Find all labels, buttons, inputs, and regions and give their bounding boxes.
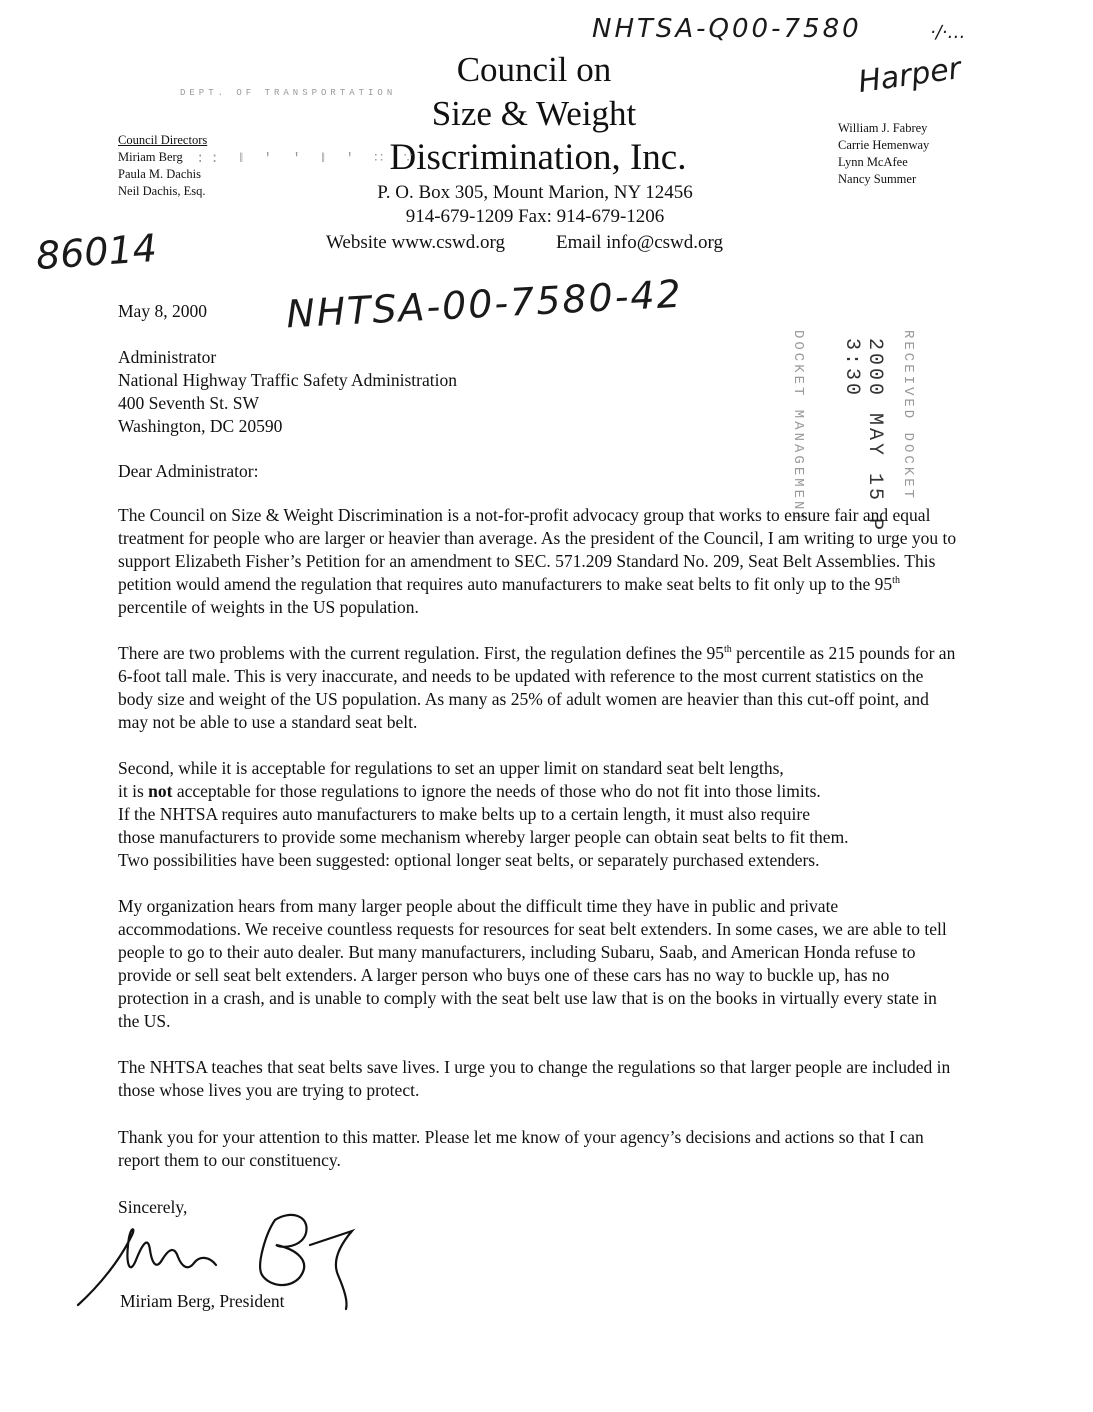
fax-artifact: :: ‖ ' ' ‖ ' ∷ ∵ xyxy=(196,151,419,167)
letterhead-title-line3: Discrimination, Inc. xyxy=(389,137,687,178)
signature-name: Miriam Berg, President xyxy=(120,1291,285,1311)
handwritten-mark: ·∕·… xyxy=(930,22,966,43)
staff-block xyxy=(838,120,929,188)
staff-name: Carrie Hemenway xyxy=(838,138,930,152)
paragraph-5 xyxy=(118,1056,958,1102)
recipient-line: National Highway Traffic Safety Administration xyxy=(118,370,457,390)
recipient-line: Washington, DC 20590 xyxy=(118,416,283,436)
paragraph-3-line: Two possibilities have been suggested: optional longer seat belts, or separately purchased extenders. xyxy=(118,850,820,870)
letterhead-phone-fax: 914-679-1209 Fax: 914-679-1206 xyxy=(405,206,665,227)
letterhead-email: Email info@cswd.org xyxy=(556,232,724,253)
paragraph-3-line: If the NHTSA requires auto manufacturers to make belts up to a certain length, it must also require xyxy=(118,804,811,824)
paragraph-2-text-a: There are two problems with the current regulation. First, the regulation defines the 95 xyxy=(118,643,724,663)
letterhead-title-line2: Size & Weight xyxy=(431,94,637,133)
paragraph-4-text: My organization hears from many larger people about the difficult time they have in public and private accommodations. We receive countless requests for resources for seat belt extenders. In some cases, we are able to tell people to go to their auto dealer. But many manufacturers, including Subaru, Saab, and American Honda refuse to provide or sell seat belt extenders. A larger person who buys one of these cars has no way to buckle up, has no protection in a crash, and is unable to comply with the seat belt use law that is on the books in virtually every state in the US. xyxy=(118,896,947,1031)
handwritten-docket-top: NHTSA-Q00-7580 xyxy=(592,14,862,44)
paragraph-3 xyxy=(118,757,958,872)
paragraph-3-line: Second, while it is acceptable for regulations to set an upper limit on standard seat belt lengths, xyxy=(118,758,784,778)
letterhead-website: Website www.cswd.org xyxy=(326,232,505,253)
letterhead-title-line1: Council on xyxy=(456,50,612,89)
recipient-block xyxy=(118,346,457,438)
paragraph-1 xyxy=(118,504,958,619)
staff-name: Lynn McAfee xyxy=(838,155,908,169)
paragraph-3-line-start: it is xyxy=(118,781,149,801)
handwritten-number: 86014 xyxy=(34,225,159,279)
director-name: Neil Dachis, Esq. xyxy=(118,184,206,198)
paragraph-1-end: percentile of weights in the US population. xyxy=(118,597,419,617)
paragraph-5-text: The NHTSA teaches that seat belts save lives. I urge you to change the regulations so that larger people are included in those whose lives you are trying to protect. xyxy=(118,1057,951,1100)
paragraph-6 xyxy=(118,1126,958,1172)
salutation: Dear Administrator: xyxy=(118,461,259,481)
letterhead-address: P. O. Box 305, Mount Marion, NY 12456 xyxy=(377,182,693,203)
paragraph-1-sup: th xyxy=(892,575,900,587)
stamp-line-date: 2000 MAY 15 P 3:30 xyxy=(840,338,886,534)
stamp-line-received: RECEIVED DOCKET xyxy=(900,330,916,502)
paragraph-3-line: those manufacturers to provide some mechanism whereby larger people can obtain seat belts to fit them. xyxy=(118,827,849,847)
director-name: Paula M. Dachis xyxy=(118,167,201,181)
recipient-line: 400 Seventh St. SW xyxy=(118,393,259,413)
paragraph-4 xyxy=(118,895,958,1033)
handwritten-docket-mid: NHTSA-00-7580-42 xyxy=(285,271,684,337)
closing: Sincerely, xyxy=(118,1197,188,1217)
paragraph-1-text: The Council on Size & Weight Discrimination is a not-for-profit advocacy group that works to ensure fair and equal treatment for people who are larger or heavier than average. As the president of the Council, I am writing to urge you to support Elizabeth Fisher’s Petition for an amendment to SEC. 571.209 Standard No. 209, Seat Belt Assemblies. This petition would amend the regulation that requires auto manufacturers to make seat belts to fit only up to the 95 xyxy=(118,505,957,594)
directors-block xyxy=(118,132,207,200)
paragraph-3-line xyxy=(118,780,958,803)
stamp-line-docket: DOCKET MANAGEMENT xyxy=(790,330,806,524)
letter-date: May 8, 2000 xyxy=(118,301,207,321)
directors-heading: Council Directors xyxy=(118,133,208,147)
paragraph-6-text: Thank you for your attention to this matter. Please let me know of your agency’s decisions and actions so that I can report them to our constituency. xyxy=(118,1127,924,1170)
staff-name: William J. Fabrey xyxy=(838,121,928,135)
paragraph-2-sup: th xyxy=(724,644,732,656)
paragraph-2-text-b: percentile as 215 pounds for an 6-foot tall male. This is very inaccurate, and needs to be updated with reference to the most current statistics on the body size and weight of the US population. As many as 25% of adult women are heavier than this cut-off point, and may not be able to use a standard seat belt. xyxy=(118,643,956,732)
recipient-line: Administrator xyxy=(118,347,217,367)
handwritten-initial: Harper xyxy=(856,50,964,101)
director-name: Miriam Berg xyxy=(118,150,183,164)
paragraph-2 xyxy=(118,642,958,734)
paragraph-3-line-end: acceptable for those regulations to ignore the needs of those who do not fit into those limits. xyxy=(172,781,821,801)
paragraph-3-emphasis: not xyxy=(148,781,173,801)
faint-fax-header: DEPT. OF TRANSPORTATION xyxy=(180,88,397,98)
staff-name: Nancy Summer xyxy=(838,172,917,186)
